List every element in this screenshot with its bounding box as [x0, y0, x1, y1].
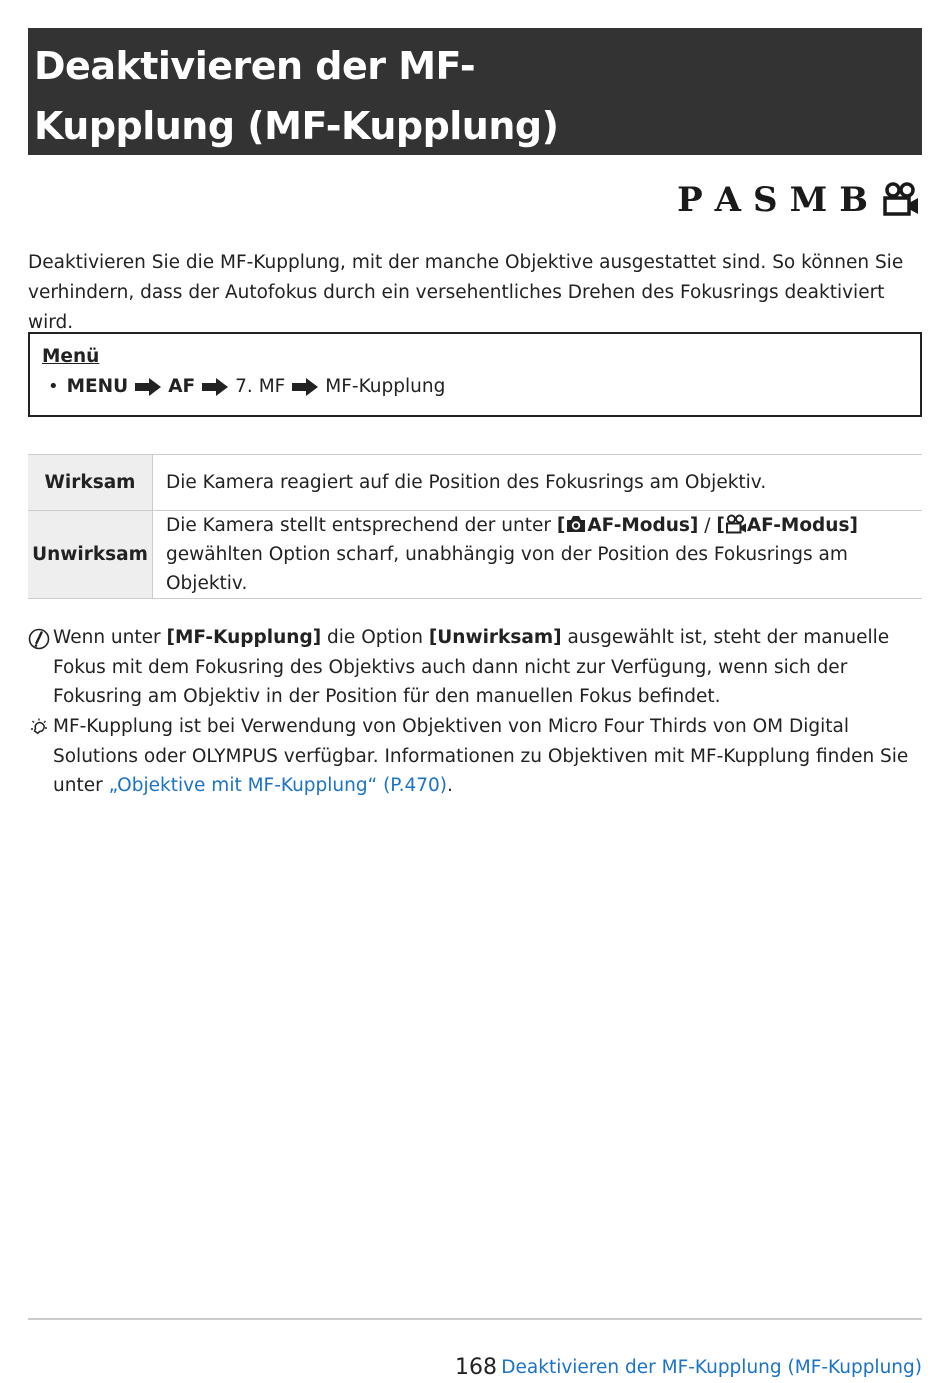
- options-table: [28, 454, 922, 599]
- mode-a: A: [714, 180, 742, 220]
- mode-s: S: [753, 180, 778, 220]
- menu-path: [42, 372, 908, 402]
- ref-mf-kupplung: [MF-Kupplung]: [166, 627, 322, 648]
- bullet: •: [48, 376, 59, 397]
- mode-p: P: [677, 180, 703, 220]
- option-desc: [153, 511, 923, 599]
- page-title: Deaktivieren der MF- Kupplung (MF-Kupplung): [34, 44, 559, 148]
- page-number: 168: [455, 1355, 497, 1380]
- intro-text: Deaktivieren Sie die MF-Kupplung, mit der manche Objektive ausgestattet sind. So können Sie verhindern, dass der Autofokus durch ein versehentliches Drehen des Fokusrings deaktiviert wird.: [28, 252, 904, 333]
- desc-sep: /: [698, 515, 717, 536]
- desc-text: gewählten Option scharf, unabhängig von der Position des Fokusrings am Objektiv.: [166, 544, 848, 594]
- ref-photo-af-mode: [ AF-Modus]: [556, 515, 699, 536]
- mode-m: M: [789, 180, 828, 220]
- arrow-right-icon: [291, 377, 319, 397]
- tip-bulb-icon: [28, 717, 50, 739]
- menu-path-mf: 7. MF: [235, 376, 286, 397]
- footer-section-link[interactable]: Deaktivieren der MF-Kupplung (MF-Kupplung): [501, 1357, 922, 1378]
- desc-text: Die Kamera stellt entsprechend der unter: [166, 515, 557, 536]
- camera-icon: [565, 514, 587, 534]
- caution-note: Wenn unter [MF-Kupplung] die Option [Unwirksam] ausgewählt ist, steht der manuelle Fokus mit dem Fokusring des Objektivs auch dann nicht zur Verfügung, wenn sich der Fokusring am Objektiv in der Position für den manuellen Fokus befindet.: [28, 623, 922, 712]
- menu-path-menu: MENU: [66, 376, 129, 397]
- footer-divider: [28, 1318, 922, 1320]
- caution-icon: [28, 628, 50, 650]
- menu-title: Menü: [42, 346, 100, 367]
- option-desc: Die Kamera reagiert auf die Position des Fokusrings am Objektiv.: [153, 455, 923, 511]
- ref-movie-af-mode: [ AF-Modus]: [716, 515, 858, 536]
- table-row: [28, 511, 922, 599]
- menu-box: [28, 332, 922, 417]
- title-bar: [28, 28, 922, 155]
- mode-b: B: [839, 180, 868, 220]
- shooting-modes: [665, 180, 920, 220]
- menu-path-item: MF-Kupplung: [325, 376, 446, 397]
- tip-note: MF-Kupplung ist bei Verwendung von Objektiven von Micro Four Thirds von OM Digital Solutions oder OLYMPUS verfügbar. Informationen zu Objektiven mit MF-Kupplung finden Sie unter „Objektive mit MF-Kupplung“ (P.470).: [28, 712, 922, 801]
- movie-camera-icon: [725, 514, 747, 534]
- arrow-right-icon: [134, 377, 162, 397]
- movie-camera-icon: [882, 181, 920, 219]
- option-key: Unwirksam: [28, 511, 153, 599]
- arrow-right-icon: [201, 377, 229, 397]
- ref-unwirksam: [Unwirksam]: [428, 627, 562, 648]
- link-mf-lenses[interactable]: „Objektive mit MF-Kupplung“ (P.470): [108, 775, 447, 796]
- option-key: Wirksam: [28, 455, 153, 511]
- menu-path-af: AF: [168, 376, 196, 397]
- table-row: [28, 455, 922, 511]
